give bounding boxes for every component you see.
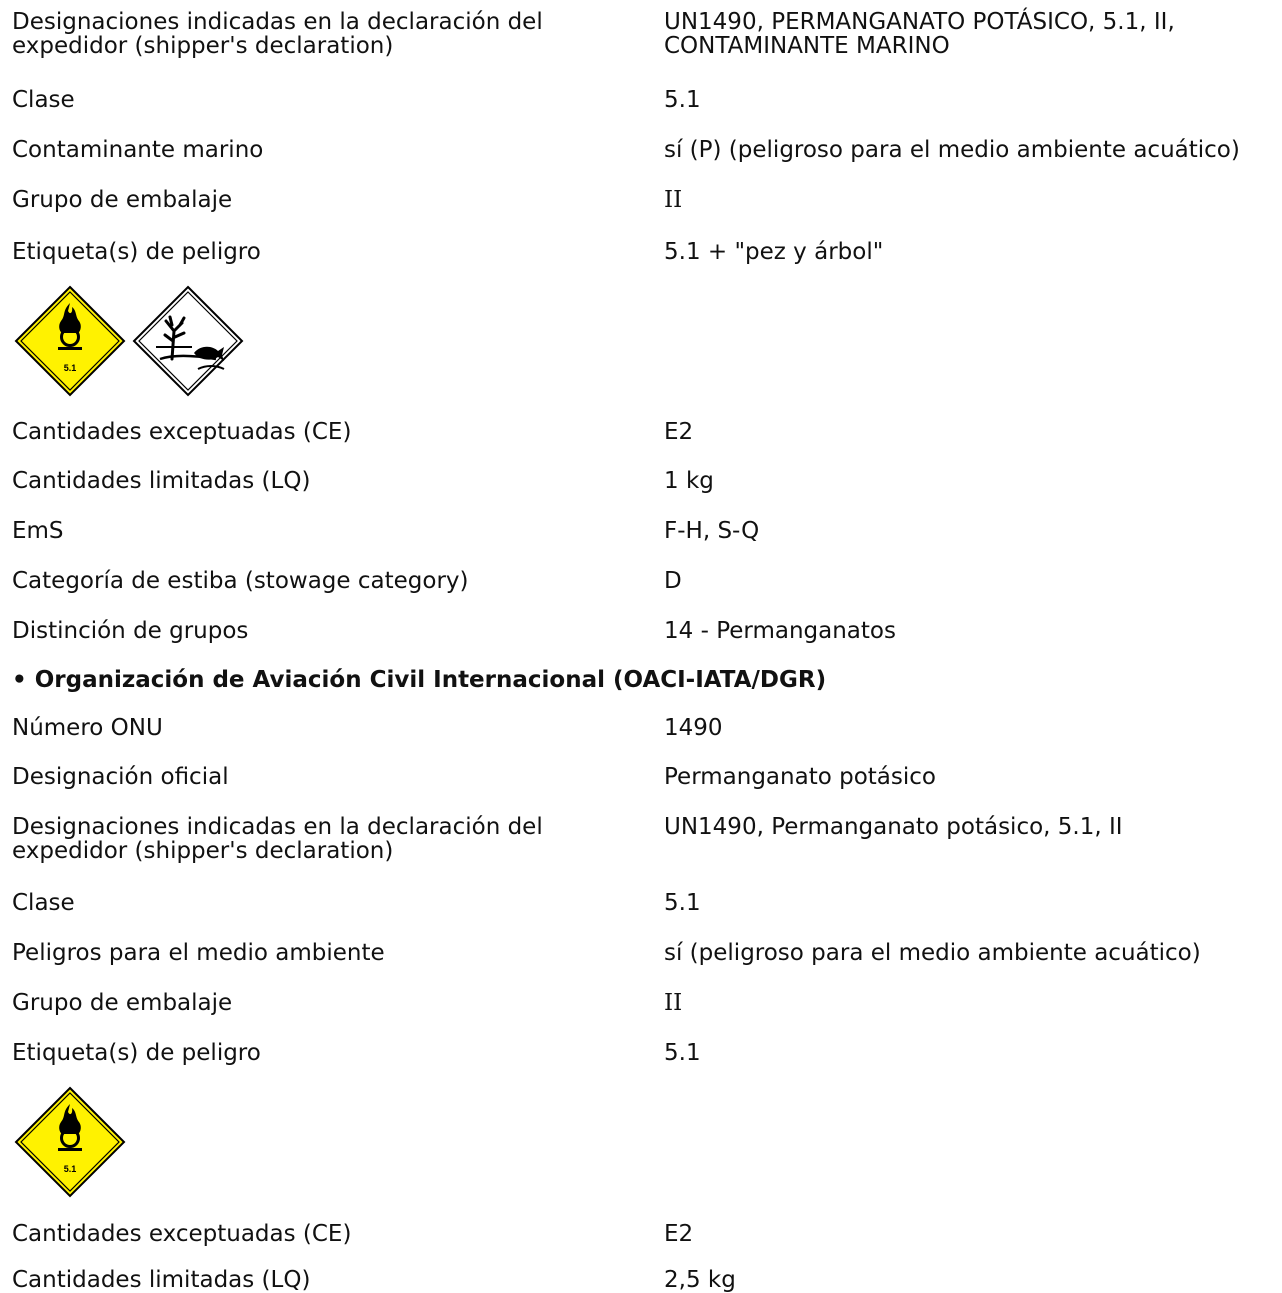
icao-excepted-quantities-label: Cantidades exceptuadas (CE) — [12, 1221, 352, 1247]
icao-hazard-labels-value: 5.1 — [664, 1040, 701, 1066]
icao-limited-quantities-label: Cantidades limitadas (LQ) — [12, 1267, 311, 1293]
icao-shipper-declaration-label: Designaciones indicadas en la declaración del expedidor (shipper's declaration) — [12, 814, 543, 864]
oxidizer-5.1-icon — [14, 285, 126, 397]
imo-class-label: Clase — [12, 87, 75, 113]
imo-excepted-quantities-label: Cantidades exceptuadas (CE) — [12, 419, 352, 445]
imo-shipper-declaration-value: UN1490, PERMANGANATO POTÁSICO, 5.1, II, CONTAMINANTE MARINO — [664, 9, 1175, 59]
imo-ems-label: EmS — [12, 518, 64, 544]
icao-environmental-hazards-label: Peligros para el medio ambiente — [12, 940, 385, 966]
icao-hazard-labels-label: Etiqueta(s) de peligro — [12, 1040, 261, 1066]
imo-stowage-category-value: D — [664, 568, 682, 594]
icao-un-number-value: 1490 — [664, 715, 723, 741]
icao-packing-group-value: II — [664, 990, 683, 1016]
svg-text:5.1: 5.1 — [63, 363, 77, 373]
environment-fish-tree-icon — [132, 285, 244, 397]
imo-hazard-labels-value: 5.1 + "pez y árbol" — [664, 239, 884, 265]
icao-proper-shipping-name-label: Designación oficial — [12, 764, 229, 790]
imo-marine-pollutant-label: Contaminante marino — [12, 137, 264, 163]
icao-proper-shipping-name-value: Permanganato potásico — [664, 764, 936, 790]
icao-class-label: Clase — [12, 890, 75, 916]
oxidizer-5.1-icon — [14, 1086, 126, 1198]
imo-packing-group-value: II — [664, 187, 683, 213]
imo-excepted-quantities-value: E2 — [664, 419, 694, 445]
imo-hazard-labels-label: Etiqueta(s) de peligro — [12, 239, 261, 265]
icao-un-number-label: Número ONU — [12, 715, 163, 741]
imo-stowage-category-label: Categoría de estiba (stowage category) — [12, 568, 469, 594]
svg-text:5.1: 5.1 — [63, 1164, 77, 1174]
icao-shipper-declaration-value: UN1490, Permanganato potásico, 5.1, II — [664, 814, 1123, 840]
icao-environmental-hazards-value: sí (peligroso para el medio ambiente acuático) — [664, 940, 1201, 966]
imo-shipper-declaration-row — [12, 10, 1282, 62]
icao-section-heading: • Organización de Aviación Civil Internacional (OACI-IATA/DGR) — [12, 667, 827, 693]
imo-marine-pollutant-value: sí (P) (peligroso para el medio ambiente acuático) — [664, 137, 1240, 163]
imo-shipper-declaration-label: Designaciones indicadas en la declaración del expedidor (shipper's declaration) — [12, 9, 543, 59]
imo-limited-quantities-value: 1 kg — [664, 468, 714, 494]
imo-ems-value: F-H, S-Q — [664, 518, 760, 544]
imo-segregation-group-label: Distinción de grupos — [12, 618, 249, 644]
imo-segregation-group-value: 14 - Permanganatos — [664, 618, 896, 644]
icao-packing-group-label: Grupo de embalaje — [12, 990, 233, 1016]
imo-class-value: 5.1 — [664, 87, 701, 113]
imo-packing-group-label: Grupo de embalaje — [12, 187, 233, 213]
icao-limited-quantities-value: 2,5 kg — [664, 1267, 736, 1293]
imo-limited-quantities-label: Cantidades limitadas (LQ) — [12, 468, 311, 494]
icao-excepted-quantities-value: E2 — [664, 1221, 694, 1247]
icao-class-value: 5.1 — [664, 890, 701, 916]
icao-shipper-declaration-row — [12, 815, 1282, 867]
